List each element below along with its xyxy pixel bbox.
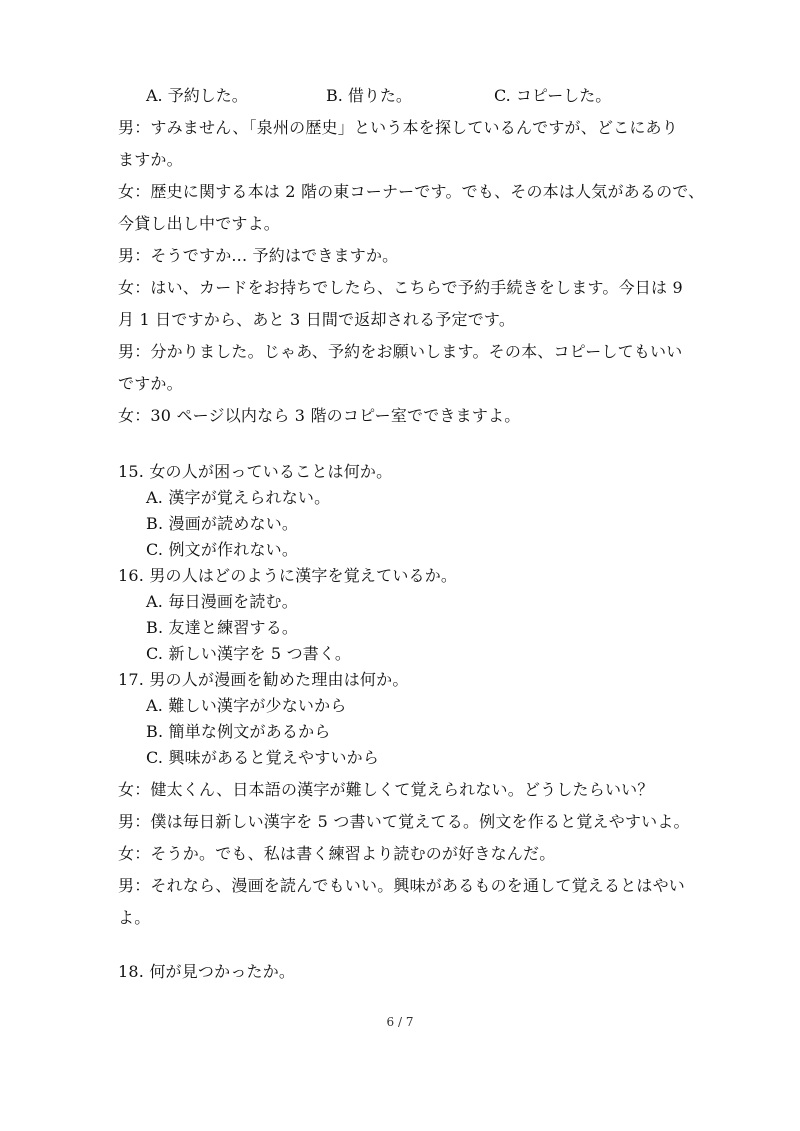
dialogue-line: 女：30 ページ以内なら 3 階のコピー室でできますよ。	[118, 406, 521, 425]
dialogue-line: 女：歴史に関する本は 2 階の東コーナーです。でも、その本は人気があるので、	[118, 182, 705, 201]
q15-option: C. 例文が作れない。	[146, 540, 299, 559]
dialogue-line: 男：そうですか... 予約はできますか。	[118, 246, 399, 265]
question-18: 18. 何が見つかったか。	[118, 962, 296, 981]
dialogue-line: 女：健太くん、日本語の漢字が難しくて覚えられない。どうしたらいい？	[118, 780, 654, 799]
q15-option: A. 漢字が覚えられない。	[146, 488, 331, 507]
dialogue-line: よ。	[118, 908, 151, 927]
dialogue-line: 女：はい、カードをお持ちでしたら、こちらで予約手続きをします。今日は 9	[118, 278, 683, 297]
dialogue-line: 男：僕は毎日新しい漢字を 5 つ書いて覚えてる。例文を作ると覚えやすいよ。	[118, 812, 690, 831]
dialogue-line: ますか。	[118, 150, 183, 169]
dialogue-line: 男：すみません、「泉州の歴史」という本を探しているんですが、どこにあり	[118, 118, 678, 137]
question-15: 15. 女の人が困っていることは何か。	[118, 462, 393, 481]
q16-option: C. 新しい漢字を 5 つ書く。	[146, 644, 352, 663]
q17-option: C. 興味があると覚えやすいから	[146, 748, 380, 767]
q17-option: B. 簡単な例文があるから	[146, 722, 331, 741]
question-16: 16. 男の人はどのように漢字を覚えているか。	[118, 566, 458, 585]
page-number: 6 / 7	[386, 1015, 414, 1029]
dialogue-line: 今貸し出し中ですよ。	[118, 214, 281, 233]
dialogue-line: ですか。	[118, 374, 183, 393]
dialogue-line: 女：そうか。でも、私は書く練習より読むのが好きなんだ。	[118, 844, 556, 863]
option-c: C. コピーした。	[494, 86, 612, 105]
dialogue-line: 月 1 日ですから、あと 3 日間で返却される予定です。	[118, 310, 516, 329]
answer-options-row	[0, 86, 800, 106]
option-a: A. 予約した。	[146, 86, 248, 105]
dialogue-line: 男：それなら、漫画を読んでもいい。興味があるものを通して覚えるとはやい	[118, 876, 686, 895]
q17-option: A. 難しい漢字が少ないから	[146, 696, 347, 715]
q16-option: A. 毎日漫画を読む。	[146, 592, 298, 611]
q16-option: B. 友達と練習する。	[146, 618, 299, 637]
question-17: 17. 男の人が漫画を勧めた理由は何か。	[118, 670, 409, 689]
option-b: B. 借りた。	[326, 86, 412, 105]
q15-option: B. 漫画が読めない。	[146, 514, 299, 533]
dialogue-line: 男：分かりました。じゃあ、予約をお願いします。その本、コピーしてもいい	[118, 342, 683, 361]
